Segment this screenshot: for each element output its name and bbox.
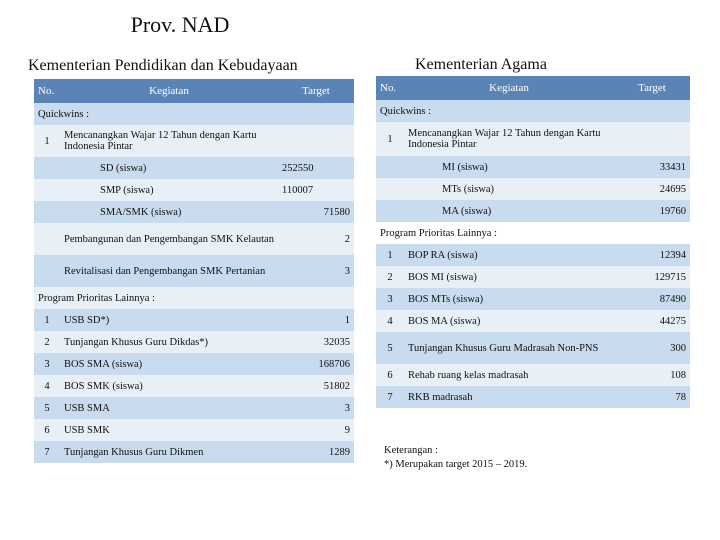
table-row <box>34 223 354 255</box>
row-target: 44275 <box>614 310 690 332</box>
footnote-label: Keterangan : <box>384 445 438 456</box>
row-label: RKB madrasah <box>404 386 614 408</box>
row-target: 168706 <box>278 353 354 375</box>
row-label: BOS SMK (siswa) <box>60 375 278 397</box>
row-target: 108 <box>614 364 690 386</box>
col-no-header: No. <box>34 79 60 103</box>
row-label: Revitalisasi dan Pengembangan SMK Pertanian <box>60 255 278 287</box>
table-row <box>376 122 690 156</box>
table-row <box>376 200 690 222</box>
table-row <box>376 310 690 332</box>
table-row <box>376 386 690 408</box>
row-target: 9 <box>278 419 354 441</box>
col-target-header: Target <box>278 79 354 103</box>
row-label: Tunjangan Khusus Guru Dikmen <box>60 441 278 463</box>
row-target: 12394 <box>614 244 690 266</box>
row-no: 5 <box>34 397 60 419</box>
row-label: BOS SMA (siswa) <box>60 353 278 375</box>
row-no: 1 <box>34 125 60 157</box>
table-row <box>34 125 354 157</box>
table-row <box>376 332 690 364</box>
row-target: 71580 <box>278 201 354 223</box>
row-no: 3 <box>34 353 60 375</box>
table-row <box>376 288 690 310</box>
row-no: 6 <box>34 419 60 441</box>
left-table-header <box>34 79 354 103</box>
row-no: 1 <box>376 122 404 156</box>
quickwins-label: Quickwins : <box>34 103 354 125</box>
row-no: 7 <box>34 441 60 463</box>
row-label: MTs (siswa) <box>404 178 614 200</box>
row-no: 2 <box>376 266 404 288</box>
page-title: Prov. NAD <box>130 12 230 37</box>
row-target: 19760 <box>614 200 690 222</box>
table-row <box>34 157 354 179</box>
row-label: Mencanangkan Wajar 12 Tahun dengan Kartu Indonesia Pintar <box>404 122 614 156</box>
table-row <box>34 441 354 463</box>
row-no: 3 <box>376 288 404 310</box>
col-target-header: Target <box>614 76 690 100</box>
priority-row <box>34 287 354 309</box>
row-target: 3 <box>278 397 354 419</box>
table-row <box>34 353 354 375</box>
row-target: 24695 <box>614 178 690 200</box>
right-section-heading: Kementerian Agama <box>415 56 547 73</box>
right-table <box>376 76 690 408</box>
row-no: 4 <box>34 375 60 397</box>
quickwins-row <box>376 100 690 122</box>
row-label: USB SD*) <box>60 309 278 331</box>
row-label: Tunjangan Khusus Guru Madrasah Non-PNS <box>404 332 614 364</box>
row-target: 78 <box>614 386 690 408</box>
row-no: 1 <box>34 309 60 331</box>
table-row <box>34 201 354 223</box>
quickwins-row <box>34 103 354 125</box>
row-label: SMP (siswa) <box>60 179 278 201</box>
footnote-text: *) Merupakan target 2015 – 2019. <box>384 459 528 470</box>
row-no: 7 <box>376 386 404 408</box>
row-label: Rehab ruang kelas madrasah <box>404 364 614 386</box>
row-target: 129715 <box>614 266 690 288</box>
row-no: 2 <box>34 331 60 353</box>
table-row <box>34 309 354 331</box>
row-label: BOS MA (siswa) <box>404 310 614 332</box>
row-no: 4 <box>376 310 404 332</box>
row-target: 1 <box>278 309 354 331</box>
table-row <box>34 255 354 287</box>
row-label: Tunjangan Khusus Guru Dikdas*) <box>60 331 278 353</box>
left-table <box>34 79 354 463</box>
right-table-header <box>376 76 690 100</box>
left-section-heading: Kementerian Pendidikan dan Kebudayaan <box>28 57 298 74</box>
row-target: 1289 <box>278 441 354 463</box>
row-target: 2 <box>278 223 354 255</box>
priority-label: Program Prioritas Lainnya : <box>34 287 354 309</box>
footnote <box>384 444 527 472</box>
table-row <box>376 178 690 200</box>
table-row <box>376 364 690 386</box>
table-row <box>34 419 354 441</box>
table-row <box>376 244 690 266</box>
row-target: 300 <box>614 332 690 364</box>
row-no: 1 <box>376 244 404 266</box>
row-label: MI (siswa) <box>404 156 614 178</box>
row-label: Pembangunan dan Pengembangan SMK Kelautan <box>60 223 278 255</box>
col-no-header: No. <box>376 76 404 100</box>
table-row <box>376 266 690 288</box>
row-target: 252550 <box>278 157 354 179</box>
table-row <box>34 397 354 419</box>
row-label: BOS MTs (siswa) <box>404 288 614 310</box>
row-label: BOP RA (siswa) <box>404 244 614 266</box>
col-kegiatan-header: Kegiatan <box>60 79 278 103</box>
table-row <box>34 179 354 201</box>
quickwins-label: Quickwins : <box>376 100 690 122</box>
row-label: BOS MI (siswa) <box>404 266 614 288</box>
row-target: 87490 <box>614 288 690 310</box>
row-target: 32035 <box>278 331 354 353</box>
row-label: Mencanangkan Wajar 12 Tahun dengan Kartu Indonesia Pintar <box>60 125 278 157</box>
table-row <box>34 331 354 353</box>
row-label: USB SMA <box>60 397 278 419</box>
col-kegiatan-header: Kegiatan <box>404 76 614 100</box>
row-target: 3 <box>278 255 354 287</box>
row-label: SD (siswa) <box>60 157 278 179</box>
row-target: 51802 <box>278 375 354 397</box>
row-target: 110007 <box>278 179 354 201</box>
priority-row <box>376 222 690 244</box>
table-row <box>376 156 690 178</box>
row-no: 6 <box>376 364 404 386</box>
row-label: SMA/SMK (siswa) <box>60 201 278 223</box>
row-label: USB SMK <box>60 419 278 441</box>
table-row <box>34 375 354 397</box>
row-target: 33431 <box>614 156 690 178</box>
row-label: MA (siswa) <box>404 200 614 222</box>
priority-label: Program Prioritas Lainnya : <box>376 222 690 244</box>
row-no: 5 <box>376 332 404 364</box>
